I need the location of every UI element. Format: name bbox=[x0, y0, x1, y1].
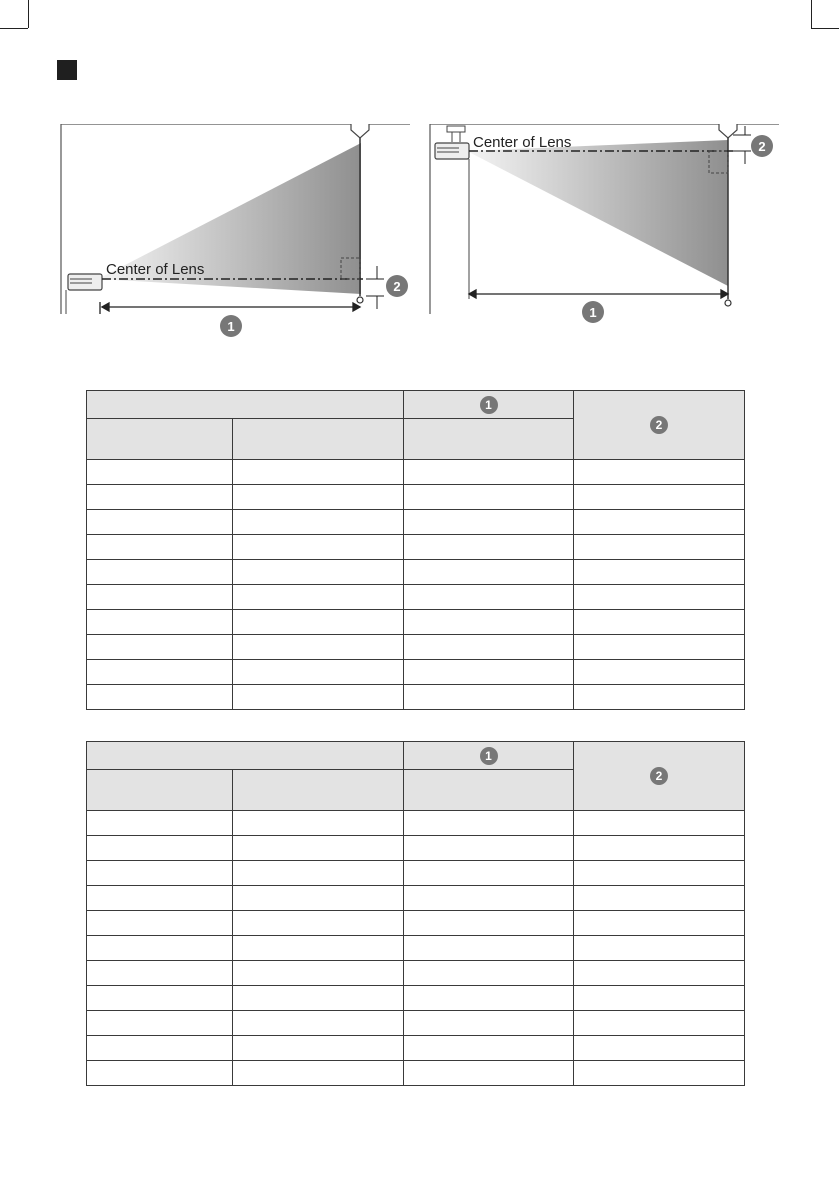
table-cell bbox=[233, 510, 404, 535]
section-marker-square bbox=[57, 60, 77, 80]
table-cell bbox=[233, 836, 404, 861]
table-cell bbox=[233, 460, 404, 485]
table-row bbox=[87, 1036, 745, 1061]
table-cell bbox=[404, 485, 574, 510]
table-cell bbox=[87, 1011, 233, 1036]
crop-mark-top-left bbox=[28, 0, 29, 28]
table-cell bbox=[574, 836, 745, 861]
distance-marker-badge: 1 bbox=[480, 747, 498, 765]
projector-icon bbox=[66, 274, 102, 314]
table-cell bbox=[233, 660, 404, 685]
table-cell bbox=[404, 836, 574, 861]
header-screen-size bbox=[87, 742, 404, 770]
table-cell bbox=[87, 610, 233, 635]
table-cell bbox=[574, 535, 745, 560]
table-cell bbox=[87, 1036, 233, 1061]
table-row bbox=[87, 510, 745, 535]
table-row bbox=[87, 886, 745, 911]
table-cell bbox=[87, 986, 233, 1011]
table-cell bbox=[233, 886, 404, 911]
table-cell bbox=[404, 685, 574, 710]
table-cell bbox=[574, 560, 745, 585]
header-sub-1 bbox=[87, 770, 233, 811]
table-cell bbox=[87, 811, 233, 836]
table-cell bbox=[574, 986, 745, 1011]
table-cell bbox=[87, 585, 233, 610]
table-row bbox=[87, 485, 745, 510]
table-cell bbox=[87, 911, 233, 936]
table-cell bbox=[87, 1061, 233, 1086]
table-cell bbox=[233, 560, 404, 585]
table-row bbox=[87, 460, 745, 485]
offset-marker-badge: 2 bbox=[650, 416, 668, 434]
table-cell bbox=[574, 610, 745, 635]
table-cell bbox=[233, 1036, 404, 1061]
table-cell bbox=[233, 610, 404, 635]
crop-mark-top-right bbox=[811, 0, 812, 28]
crop-mark-left-top bbox=[0, 28, 28, 29]
table-cell bbox=[574, 811, 745, 836]
table-cell bbox=[574, 936, 745, 961]
table-cell bbox=[404, 510, 574, 535]
table-cell bbox=[87, 660, 233, 685]
table-cell bbox=[87, 886, 233, 911]
table-cell bbox=[404, 961, 574, 986]
header-distance bbox=[404, 742, 574, 770]
header-sub-2 bbox=[233, 770, 404, 811]
table-cell bbox=[404, 635, 574, 660]
table-cell bbox=[574, 585, 745, 610]
table-cell bbox=[233, 685, 404, 710]
table-cell bbox=[404, 660, 574, 685]
distance-marker-label: 1 bbox=[227, 319, 235, 334]
distance-dimension bbox=[469, 290, 728, 298]
offset-marker-label: 2 bbox=[393, 279, 401, 294]
table-cell bbox=[574, 460, 745, 485]
table-cell bbox=[404, 560, 574, 585]
table-cell bbox=[574, 510, 745, 535]
distance-marker-badge bbox=[582, 301, 604, 323]
crop-mark-right-top bbox=[811, 28, 839, 29]
table-cell bbox=[404, 936, 574, 961]
table-cell bbox=[233, 961, 404, 986]
table-row bbox=[87, 635, 745, 660]
table-cell bbox=[87, 861, 233, 886]
table-row bbox=[87, 1061, 745, 1086]
table-cell bbox=[87, 936, 233, 961]
table-row bbox=[87, 861, 745, 886]
table-cell bbox=[233, 861, 404, 886]
table-row bbox=[87, 535, 745, 560]
table-cell bbox=[404, 886, 574, 911]
table-cell bbox=[404, 1011, 574, 1036]
table-cell bbox=[574, 911, 745, 936]
offset-marker-badge bbox=[751, 135, 773, 157]
table-cell bbox=[87, 836, 233, 861]
table-cell bbox=[233, 485, 404, 510]
table-row bbox=[87, 610, 745, 635]
distance-marker-label: 1 bbox=[589, 305, 597, 320]
table-row bbox=[87, 685, 745, 710]
table-cell bbox=[87, 961, 233, 986]
ceiling-projection-diagram bbox=[427, 124, 787, 349]
header-screen-size bbox=[87, 391, 404, 419]
table-row bbox=[87, 836, 745, 861]
table-cell bbox=[233, 936, 404, 961]
table-cell bbox=[233, 635, 404, 660]
table-cell bbox=[404, 1061, 574, 1086]
table-cell bbox=[574, 485, 745, 510]
table-cell bbox=[404, 986, 574, 1011]
table-cell bbox=[87, 460, 233, 485]
table-cell bbox=[233, 585, 404, 610]
table-cell bbox=[233, 535, 404, 560]
table-cell bbox=[404, 811, 574, 836]
offset-marker-badge bbox=[386, 275, 408, 297]
distance-dimension bbox=[100, 302, 360, 314]
table-cell bbox=[404, 535, 574, 560]
table-cell bbox=[87, 535, 233, 560]
table-row bbox=[87, 911, 745, 936]
header-sub-3 bbox=[404, 419, 574, 460]
table-row bbox=[87, 1011, 745, 1036]
lens-label: Center of Lens bbox=[473, 134, 572, 151]
header-sub-3 bbox=[404, 770, 574, 811]
distance-marker-badge bbox=[220, 315, 242, 337]
lens-label: Center of Lens bbox=[106, 261, 205, 278]
table-row bbox=[87, 811, 745, 836]
table-row bbox=[87, 986, 745, 1011]
ceiling-mount-icon bbox=[447, 126, 465, 142]
table-cell bbox=[574, 660, 745, 685]
table-row bbox=[87, 936, 745, 961]
header-sub-2 bbox=[233, 419, 404, 460]
table-cell bbox=[404, 1036, 574, 1061]
table-row bbox=[87, 585, 745, 610]
table-cell bbox=[233, 911, 404, 936]
table-cell bbox=[87, 635, 233, 660]
table-cell bbox=[87, 685, 233, 710]
projector-icon bbox=[435, 143, 469, 299]
table-cell bbox=[574, 635, 745, 660]
table-cell bbox=[574, 1011, 745, 1036]
table-cell bbox=[404, 861, 574, 886]
floor-projection-diagram bbox=[58, 124, 413, 349]
projection-distance-table-2 bbox=[86, 741, 745, 1086]
table-cell bbox=[87, 510, 233, 535]
table-cell bbox=[87, 485, 233, 510]
table-cell bbox=[233, 1011, 404, 1036]
table-cell bbox=[233, 811, 404, 836]
offset-marker-badge: 2 bbox=[650, 767, 668, 785]
table-cell bbox=[574, 861, 745, 886]
table-cell bbox=[404, 460, 574, 485]
table-row bbox=[87, 560, 745, 585]
header-offset bbox=[574, 742, 745, 811]
projection-beam bbox=[467, 140, 728, 286]
table-cell bbox=[574, 1036, 745, 1061]
projection-distance-table-1 bbox=[86, 390, 745, 710]
table-row bbox=[87, 660, 745, 685]
offset-dimension bbox=[366, 266, 384, 309]
header-offset bbox=[574, 391, 745, 460]
table-cell bbox=[404, 911, 574, 936]
table-row bbox=[87, 961, 745, 986]
table-cell bbox=[233, 986, 404, 1011]
table-cell bbox=[574, 1061, 745, 1086]
table-cell bbox=[574, 961, 745, 986]
table-cell bbox=[404, 610, 574, 635]
table-cell bbox=[87, 560, 233, 585]
table-cell bbox=[404, 585, 574, 610]
table-cell bbox=[574, 685, 745, 710]
offset-marker-label: 2 bbox=[758, 139, 766, 154]
table-cell bbox=[233, 1061, 404, 1086]
header-distance bbox=[404, 391, 574, 419]
header-sub-1 bbox=[87, 419, 233, 460]
distance-marker-badge: 1 bbox=[480, 396, 498, 414]
table-cell bbox=[574, 886, 745, 911]
